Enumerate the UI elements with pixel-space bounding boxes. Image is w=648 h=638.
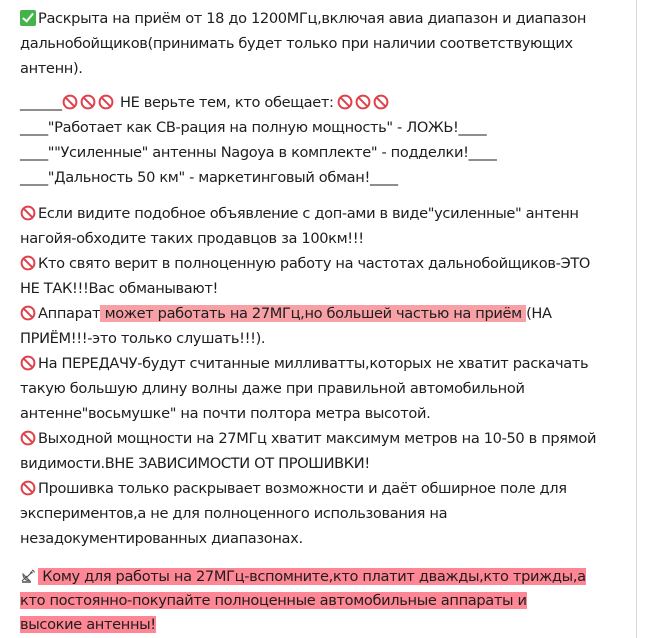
text-line bbox=[20, 56, 83, 81]
line-text: антенн). bbox=[20, 60, 83, 77]
check-mark-icon bbox=[20, 10, 36, 26]
text-line bbox=[20, 451, 370, 476]
satellite-antenna-icon bbox=[20, 568, 36, 584]
line-text: ____"Работает как СВ-рация на полную мощность" - ЛОЖЬ!____ bbox=[20, 119, 487, 136]
text-line bbox=[20, 501, 447, 526]
line-text: ______ bbox=[20, 94, 62, 111]
prohibited-icon bbox=[20, 255, 36, 271]
text-line bbox=[20, 115, 486, 140]
text-line bbox=[20, 401, 430, 426]
text-line bbox=[20, 326, 265, 351]
line-text: Если видите подобное объявление с доп-ами в виде"усиленные" антенн bbox=[38, 205, 579, 222]
text-line bbox=[20, 90, 391, 115]
line-text: (НА bbox=[526, 305, 552, 322]
highlighted-text: Кому для работы на 27МГц-вспомните,кто платит дважды,кто трижды,а bbox=[38, 568, 586, 585]
prohibited-icon bbox=[337, 94, 353, 110]
prohibited-icon bbox=[20, 205, 36, 221]
line-text: такую большую длину волны даже при правильной автомобильной bbox=[20, 380, 525, 397]
text-line bbox=[20, 526, 303, 551]
prohibited-icon bbox=[20, 305, 36, 321]
text-line bbox=[20, 226, 364, 251]
line-text: Раскрыта на приём от 18 до 1200МГц,включая авиа диапазон и диапазон bbox=[38, 10, 587, 27]
text-line bbox=[20, 140, 496, 165]
line-text: экспериментов,а не для полноценного использования на bbox=[20, 505, 448, 522]
line-text: НЕ верьте тем, кто обещает: bbox=[115, 94, 334, 111]
line-text: видимости.ВНЕ ЗАВИСИМОСТИ ОТ ПРОШИВКИ! bbox=[20, 455, 370, 472]
text-line bbox=[20, 476, 567, 501]
line-text: Аппарат bbox=[38, 305, 101, 322]
line-text: ПРИЁМ!!!-это только слушать!!!). bbox=[20, 330, 266, 347]
text-line bbox=[20, 588, 527, 613]
prohibited-icon bbox=[20, 355, 36, 371]
line-text: Кто свято верит в полноценную работу на частотах дальнобойщиков-ЭТО bbox=[38, 255, 591, 272]
text-line bbox=[20, 301, 552, 326]
text-line bbox=[20, 31, 573, 56]
line-text: НЕ ТАК!!!Вас обманывают! bbox=[20, 280, 218, 297]
text-line bbox=[20, 6, 586, 31]
line-text: нагойя-обходите таких продавцов за 100км!!! bbox=[20, 230, 364, 247]
line-text: Прошивка только раскрывает возможности и даёт обширное поле для bbox=[38, 480, 567, 497]
text-line bbox=[20, 201, 579, 226]
text-line bbox=[20, 165, 398, 190]
prohibited-icon bbox=[373, 94, 389, 110]
prohibited-icon bbox=[355, 94, 371, 110]
line-text: На ПЕРЕДАЧУ-будут считанные милливатты,которых не хватит раскачать bbox=[38, 355, 589, 372]
prohibited-icon bbox=[20, 480, 36, 496]
text-line bbox=[20, 612, 156, 637]
line-text: дальнобойщиков(принимать будет только при наличии соответствующих bbox=[20, 35, 573, 52]
text-line bbox=[20, 276, 218, 301]
text-line bbox=[20, 376, 525, 401]
text-line bbox=[20, 251, 590, 276]
highlighted-text: кто постоянно-покупайте полноценные автомобильные аппараты и bbox=[20, 592, 527, 609]
line-text: Выходной мощности на 27МГц хватит максимум метров на 10-50 в прямой bbox=[38, 430, 597, 447]
line-text: ____""Усиленные" антенны Nagoya в комплекте" - подделки!____ bbox=[20, 144, 497, 161]
line-text: незадокументированных диапазонах. bbox=[20, 530, 303, 547]
text-line bbox=[20, 564, 586, 589]
highlighted-text: может работать на 27МГц,но большей частью на приём bbox=[100, 305, 527, 322]
prohibited-icon bbox=[80, 94, 96, 110]
prohibited-icon bbox=[20, 430, 36, 446]
prohibited-icon bbox=[62, 94, 78, 110]
line-text: антенне"восьмушке" на почти полтора метра высотой. bbox=[20, 405, 431, 422]
text-line bbox=[20, 351, 588, 376]
line-text: ____"Дальность 50 км" - маркетинговый обман!____ bbox=[20, 169, 398, 186]
content-border bbox=[636, 0, 637, 638]
text-line bbox=[20, 426, 596, 451]
prohibited-icon bbox=[98, 94, 114, 110]
highlighted-text: высокие антенны! bbox=[20, 616, 156, 633]
